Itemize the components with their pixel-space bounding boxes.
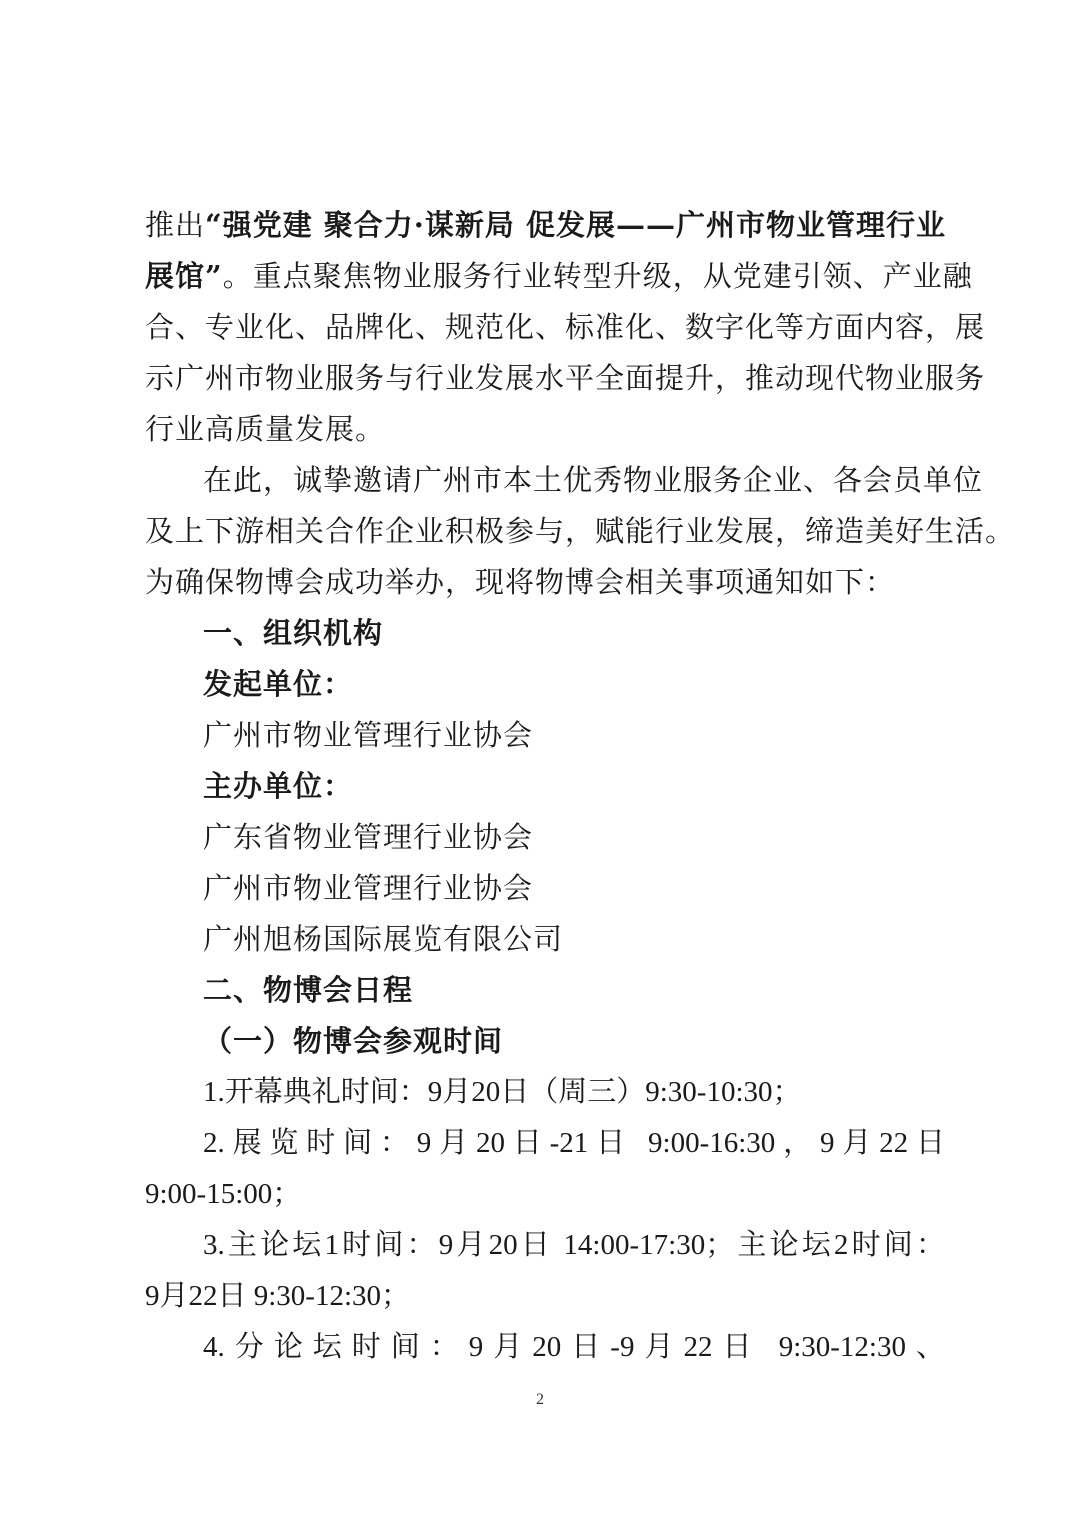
schedule-item-opening: 1.开幕典礼时间：9月20日（周三）9:30-10:30；	[203, 1076, 802, 1108]
intro-line-3: 合、专业化、品牌化、规范化、标准化、数字化等方面内容，展	[145, 310, 986, 344]
host-name: 广东省物业管理行业协会	[203, 820, 534, 854]
invitation-line-1: 在此，诚挚邀请广州市本土优秀物业服务企业、各会员单位	[203, 463, 984, 497]
initiator-label: 发起单位：	[203, 667, 354, 701]
schedule-item-main-forum: 3.主论坛1时间：9月20日 14:00-17:30；主论坛2时间：	[203, 1229, 945, 1261]
intro-line-1	[145, 200, 945, 251]
section-heading-organization: 一、组织机构	[203, 616, 384, 650]
intro-line-1-prefix: 推出	[145, 208, 206, 242]
schedule-item-sub-forum: 4.分论坛时间：9月20日-9月22日 9:30-12:30、	[203, 1331, 945, 1363]
exhibition-hall-title: “强党建 聚合力·谋新局 促发展——广州市物业管理行业	[205, 208, 946, 242]
host-name: 广州旭杨国际展览有限公司	[203, 922, 564, 956]
subsection-heading-visit-time: （一）物博会参观时间	[203, 1024, 504, 1058]
host-label: 主办单位：	[203, 769, 354, 803]
page-number: 2	[536, 1391, 544, 1408]
invitation-line-2: 及上下游相关合作企业积极参与，赋能行业发展，缔造美好生活。	[145, 514, 1016, 548]
schedule-item-exhibition: 2.展览时间：9月20日-21日 9:00-16:30，9月22日	[203, 1127, 945, 1159]
exhibition-hall-title-end: 展馆”	[145, 259, 223, 293]
host-name: 广州市物业管理行业协会	[203, 871, 534, 905]
section-heading-schedule: 二、物博会日程	[203, 973, 414, 1007]
initiator-name: 广州市物业管理行业协会	[203, 718, 534, 752]
invitation-line-3: 为确保物博会成功举办，现将物博会相关事项通知如下：	[145, 565, 896, 599]
intro-line-2	[145, 251, 973, 302]
schedule-item-exhibition-cont: 9:00-15:00；	[145, 1178, 302, 1210]
intro-line-4: 示广州市物业服务与行业发展水平全面提升，推动现代物业服务	[145, 361, 986, 395]
intro-line-2-rest: 。重点聚焦物业服务行业转型升级，从党建引领、产业融	[222, 259, 973, 293]
document-page	[145, 200, 1016, 1373]
intro-line-5: 行业高质量发展。	[145, 412, 386, 446]
schedule-item-main-forum-cont: 9月22日 9:30-12:30；	[145, 1280, 411, 1312]
